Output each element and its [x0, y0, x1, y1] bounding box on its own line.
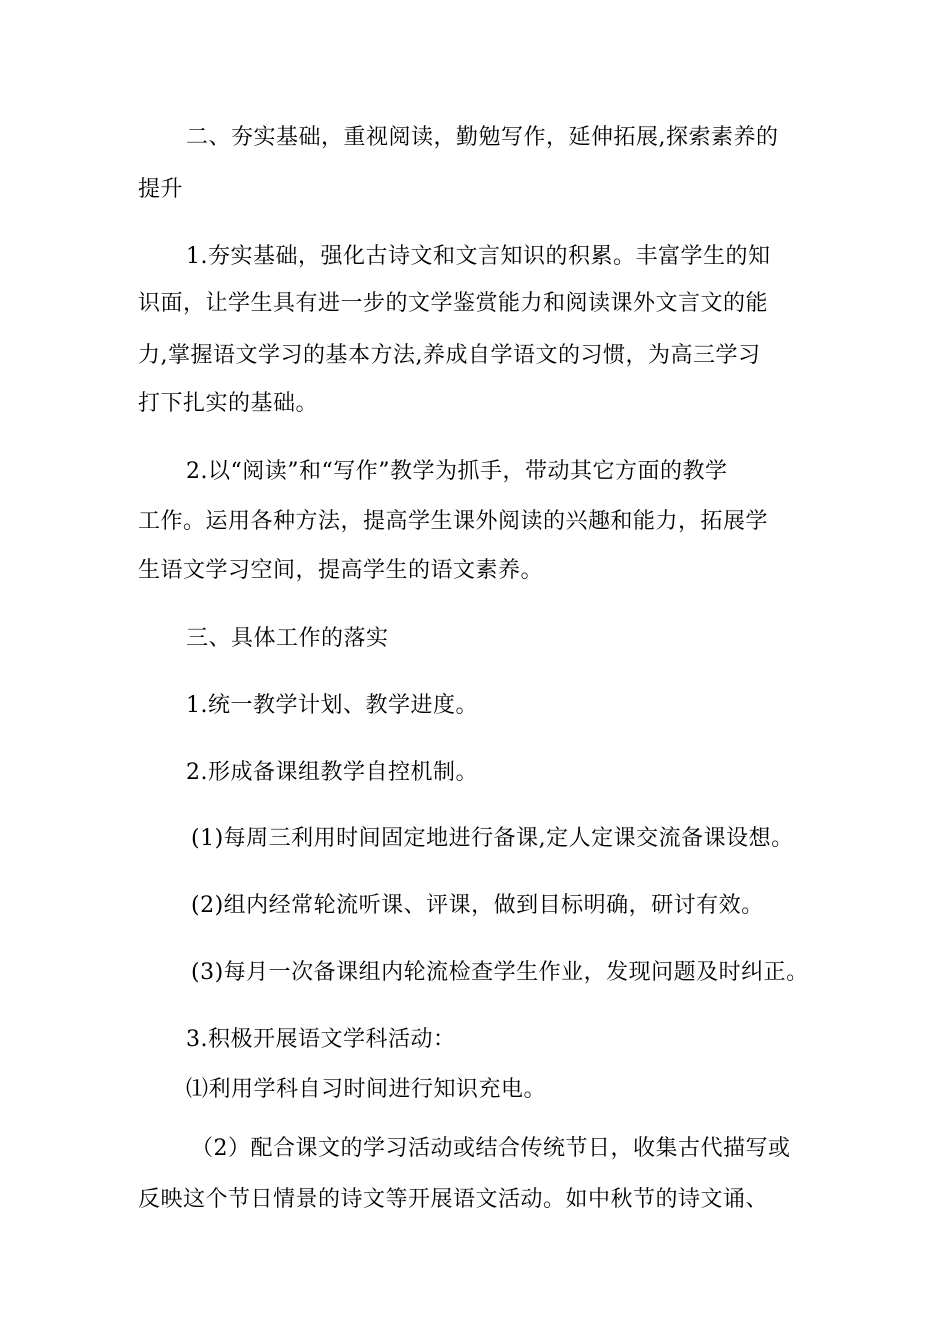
- section2-heading-line1: 二、夯实基础，重视阅读，勤勉写作，延伸拓展,探索素养的: [186, 125, 779, 150]
- s3-item3-sub2-line2: 反映这个节日情景的诗文等开展语文活动。如中秋节的诗文诵、: [138, 1187, 769, 1212]
- s3-item3-sub1: ⑴利用学科自习时间进行知识充电。: [186, 1077, 547, 1102]
- s3-item3: 3.积极开展语文学科活动：: [186, 1027, 456, 1052]
- item1-line3: 力,掌握语文学习的基本方法,养成自学语文的习惯，为高三学习: [138, 343, 761, 368]
- s3-item2: 2.形成备课组教学自控机制。: [186, 760, 478, 785]
- section3-heading: 三、具体工作的落实: [186, 626, 389, 651]
- s3-sub3: (3)每月一次备课组内轮流检查学生作业，发现问题及时纠正。: [191, 960, 809, 985]
- item2-line3: 生语文学习空间，提高学生的语文素养。: [138, 558, 544, 583]
- item2-line2: 工作。运用各种方法，提高学生课外阅读的兴趣和能力，拓展学: [138, 509, 769, 534]
- s3-sub1: (1)每周三利用时间固定地进行备课,定人定课交流备课设想。: [191, 826, 794, 851]
- section2-heading-line2: 提升: [138, 177, 184, 202]
- s3-item1: 1.统一教学计划、教学进度。: [186, 693, 478, 718]
- item2-line1: 2.以“阅读”和“写作”教学为抓手，带动其它方面的教学: [186, 459, 728, 484]
- item1-line1: 1.夯实基础，强化古诗文和文言知识的积累。丰富学生的知: [186, 244, 771, 269]
- item1-line2: 识面，让学生具有进一步的文学鉴赏能力和阅读课外文言文的能: [138, 291, 769, 316]
- s3-sub2: (2)组内经常轮流听课、评课，做到目标明确，研讨有效。: [191, 893, 764, 918]
- s3-item3-sub2-line1: （2）配合课文的学习活动或结合传统节日，收集古代描写或: [191, 1136, 791, 1161]
- item1-line4: 打下扎实的基础。: [138, 391, 319, 416]
